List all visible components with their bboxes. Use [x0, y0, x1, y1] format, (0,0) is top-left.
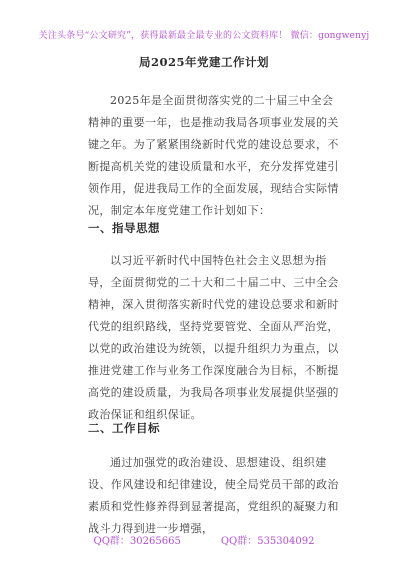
- section-heading-guiding-ideology: 一、指导思想: [88, 221, 160, 235]
- footer-qq-group-1: QQ群：30265665: [93, 536, 181, 547]
- footer-qq-groups: [0, 532, 408, 547]
- guiding-ideology-paragraph: 以习近平新时代中国特色社会主义思想为指导，全面贯彻党的二十大和二十届二中、三中全会精神，深入贯彻落实新时代党的建设总要求和新时代党的组织路线，坚持党要管党、全面从严治党，以党的政治建设为统领，以提升组织力为重点，以推进党建工作与业务工作深度融合为目标，不断提高党的建设质量，为我局各项事业发展提供坚强的政治保证和组织保证。: [88, 254, 339, 421]
- section-heading-work-goals: 二、工作目标: [88, 421, 160, 435]
- header-banner: 关注头条号“公文研究”，获得最新最全最专业的公文资料库！ 微信：gongwenyj: [38, 31, 370, 41]
- intro-paragraph: 2025年是全面贯彻落实党的二十届三中全会精神的重要一年，也是推动我局各项事业发展的关键之年。为了紧紧围绕新时代党的建设总要求，不断提高机关党的建设质量和水平，充分发挥党建引领作用，促进我局工作的全面发展，现结合实际情况，制定本年度党建工作计划如下：: [88, 94, 339, 217]
- footer-qq-group-2: QQ群：535304092: [220, 536, 315, 547]
- work-goals-paragraph: 通过加强党的政治建设、思想建设、组织建设、作风建设和纪律建设，使全局党员干部的政治素质和党性修养得到显著提高，党组织的凝聚力和战斗力得到进一步增强，: [88, 456, 339, 535]
- document-title: 局2025年党建工作计划: [138, 55, 269, 69]
